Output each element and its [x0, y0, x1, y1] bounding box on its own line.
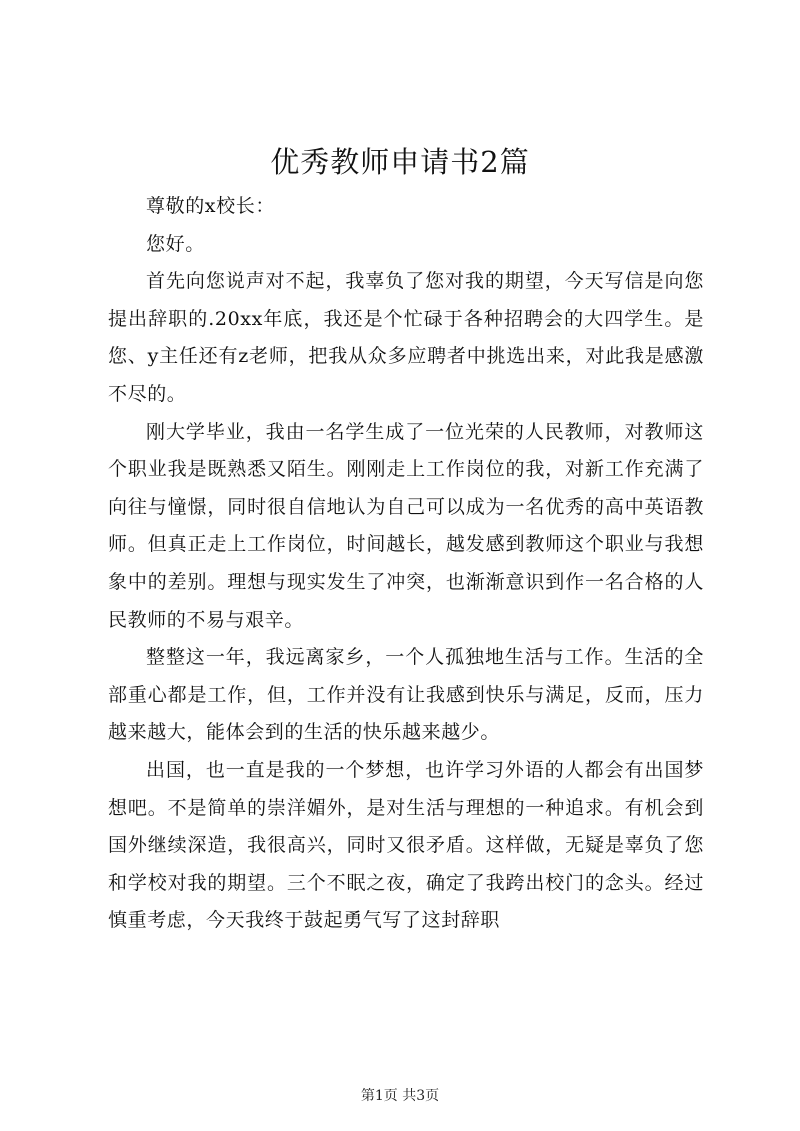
body-paragraph: 首先向您说声对不起，我辜负了您对我的期望，今天写信是向您提出辞职的.20xx年底，我还是个忙碌于各种招聘会的大四学生。是您、y主任还有z老师，把我从众多应聘者中挑选出来，对此我是感激不尽的。: [108, 270, 704, 405]
page-footer: 第1页 共3页: [360, 1088, 440, 1104]
body-paragraph: 整整这一年，我远离家乡，一个人孤独地生活与工作。生活的全部重心都是工作，但，工作并没有让我感到快乐与满足，反而，压力越来越大，能体会到的生活的快乐越来越少。: [108, 646, 704, 744]
document-body: [108, 188, 704, 940]
salutation: 尊敬的x校长：: [146, 195, 275, 217]
body-paragraph: 出国，也一直是我的一个梦想，也许学习外语的人都会有出国梦想吧。不是简单的崇洋媚外，是对生活与理想的一种追求。有机会到国外继续深造，我很高兴，同时又很矛盾。这样做，无疑是辜负了您和学校对我的期望。三个不眠之夜，确定了我跨出校门的念头。经过慎重考虑，今天我终于鼓起勇气写了这封辞职: [108, 758, 704, 932]
document-title: 优秀教师申请书2篇: [270, 145, 530, 179]
greeting: 您好。: [146, 232, 205, 255]
body-paragraph: 刚大学毕业，我由一名学生成了一位光荣的人民教师，对教师这个职业我是既熟悉又陌生。刚刚走上工作岗位的我，对新工作充满了向往与憧憬，同时很自信地认为自己可以成为一名优秀的高中英语教师。但真正走上工作岗位，时间越长，越发感到教师这个职业与我想象中的差别。理想与现实发生了冲突，也渐渐意识到作一名合格的人民教师的不易与艰辛。: [108, 420, 704, 631]
